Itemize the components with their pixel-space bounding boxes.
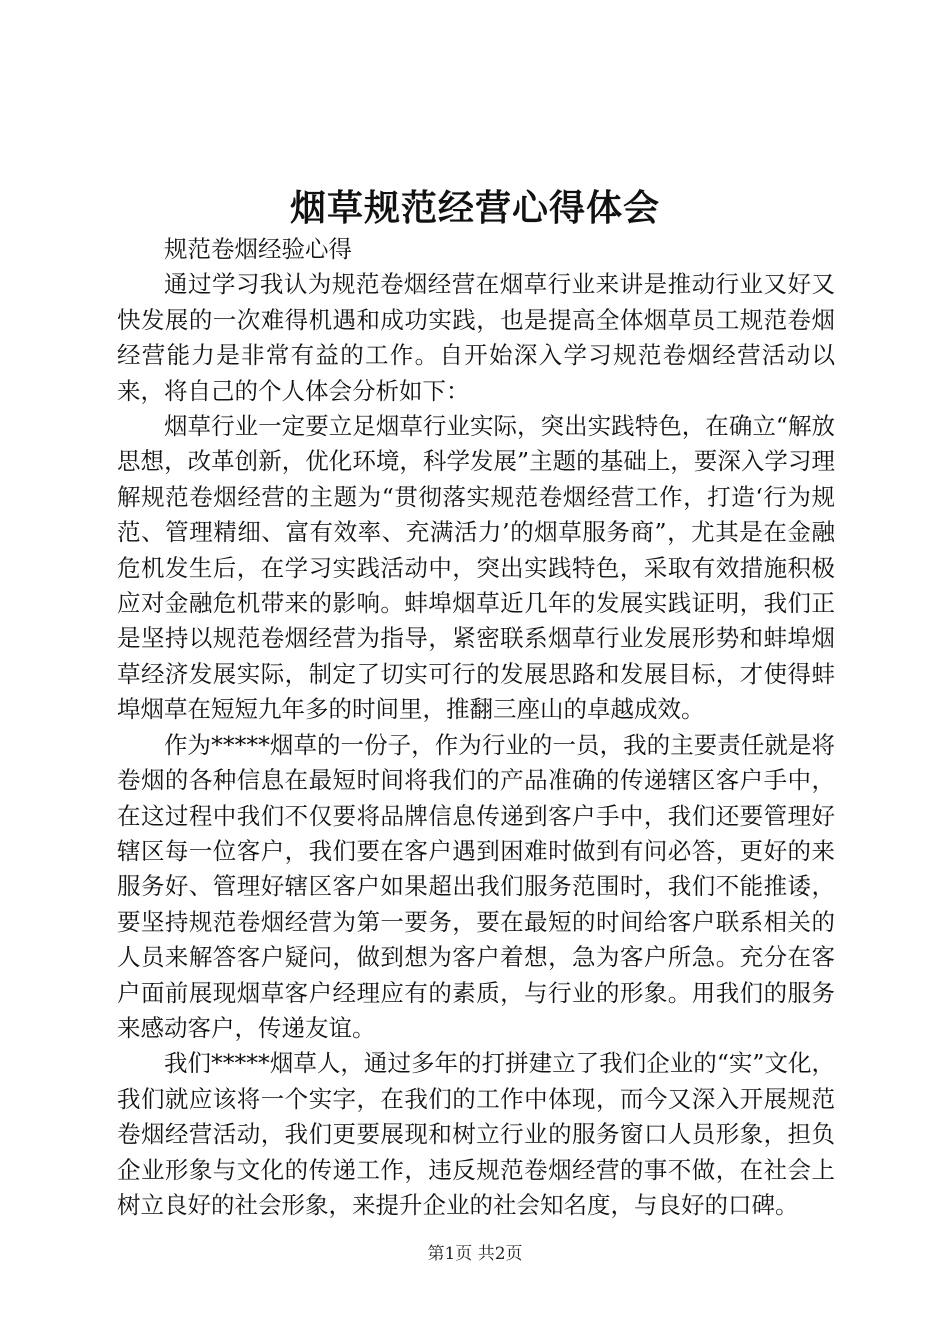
page-number-footer: 第1页 共2页 — [427, 1244, 523, 1264]
body-paragraph: 通过学习我认为规范卷烟经营在烟草行业来讲是推动行业又好又快发展的一次难得机遇和成功实践，也是提高全体烟草员工规范卷烟经营能力是非常有益的工作。自开始深入学习规范卷烟经营活动以来，将自己的个人体会分析如下： — [117, 270, 835, 405]
document-title: 烟草规范经营心得体会 — [289, 187, 660, 229]
subtitle-paragraph: 规范卷烟经验心得 — [164, 235, 352, 263]
document-body — [117, 232, 835, 1223]
body-paragraph: 作为*****烟草的一份子，作为行业的一员，我的主要责任就是将卷烟的各种信息在最短时间将我们的产品准确的传递辖区客户手中，在这过程中我们不仅要将品牌信息传递到客户手中，我们还要管理好辖区每一位客户，我们要在客户遇到困难时做到有问必答，更好的来服务好、管理好辖区客户如果超出我们服务范围时，我们不能推诿，要坚持规范卷烟经营为第一要务，要在最短的时间给客户联系相关的人员来解答客户疑问，做到想为客户着想，急为客户所急。充分在客户面前展现烟草客户经理应有的素质，与行业的形象。用我们的服务来感动客户，传递友谊。 — [117, 730, 835, 1042]
body-paragraph: 烟草行业一定要立足烟草行业实际，突出实践特色，在确立“解放思想，改革创新，优化环境，科学发展”主题的基础上，要深入学习理解规范卷烟经营的主题为“贯彻落实规范卷烟经营工作，打造‘行为规范、管理精细、富有效率、充满活力’的烟草服务商”，尤其是在金融危机发生后，在学习实践活动中，突出实践特色，采取有效措施积极应对金融危机带来的影响。蚌埠烟草近几年的发展实践证明，我们正是坚持以规范卷烟经营为指导，紧密联系烟草行业发展形势和蚌埠烟草经济发展实际，制定了切实可行的发展思路和发展目标，才使得蚌埠烟草在短短九年多的时间里，推翻三座山的卓越成效。 — [117, 412, 835, 724]
body-paragraph: 我们*****烟草人，通过多年的打拼建立了我们企业的“实”文化，我们就应该将一个实字，在我们的工作中体现，而今又深入开展规范卷烟经营活动，我们更要展现和树立行业的服务窗口人员形象，担负企业形象与文化的传递工作，违反规范卷烟经营的事不做，在社会上树立良好的社会形象，来提升企业的社会知名度，与良好的口碑。 — [117, 1049, 835, 1219]
